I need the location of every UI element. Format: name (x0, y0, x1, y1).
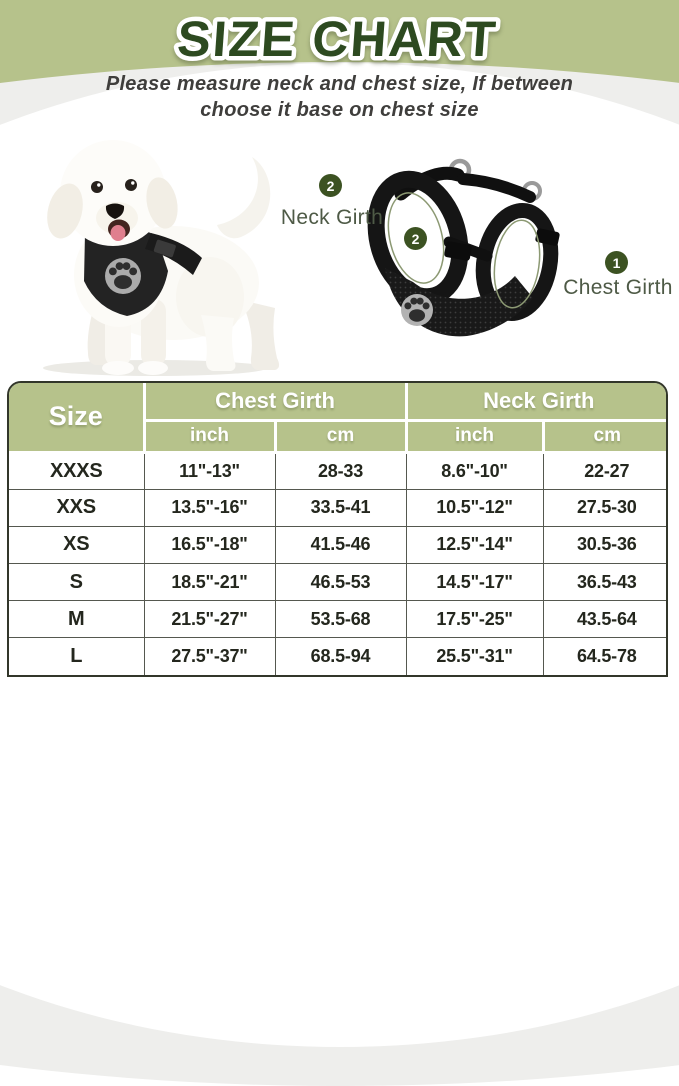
size-cell: XXXS (9, 452, 144, 489)
neck-girth-label: Neck Girth (280, 206, 384, 229)
dog-tongue (111, 225, 126, 241)
neck-inch-cell: 14.5"-17" (406, 563, 543, 600)
neck-cm-cell: 30.5-36 (543, 526, 668, 563)
col-header-chest-girth: Chest Girth (144, 383, 406, 420)
size-cell: L (9, 638, 144, 675)
chest-cm-cell: 28-33 (275, 452, 406, 489)
neck-inch-cell: 17.5"-25" (406, 601, 543, 638)
subtitle (0, 71, 679, 123)
chest-inch-cell: 18.5"-21" (144, 563, 275, 600)
neck-cm-cell: 22-27 (543, 452, 668, 489)
neck-inch-cell: 10.5"-12" (406, 489, 543, 526)
page-title: SIZE CHART (175, 11, 500, 67)
eye-glint (97, 183, 100, 186)
chest-cm-cell: 68.5-94 (275, 638, 406, 675)
page-title-art (0, 2, 679, 76)
subtitle-line-1: Please measure neck and chest size, If between (105, 73, 574, 95)
neck-cm-cell: 64.5-78 (543, 638, 668, 675)
col-header-neck-girth: Neck Girth (406, 383, 668, 420)
chest-inch-cell: 16.5"-18" (144, 526, 275, 563)
table-row (9, 489, 668, 526)
chest-cm-cell: 33.5-41 (275, 489, 406, 526)
chest-inch-cell: 21.5"-27" (144, 601, 275, 638)
chest-girth-badge: 1 (605, 251, 628, 274)
size-cell: M (9, 601, 144, 638)
chest-inch-cell: 11"-13" (144, 452, 275, 489)
chest-cm-cell: 53.5-68 (275, 601, 406, 638)
col-header-size: Size (9, 383, 144, 452)
size-cell: S (9, 563, 144, 600)
col-header-chest-inch: inch (144, 420, 275, 452)
dog-eye-left (91, 181, 103, 193)
dog-tail (217, 157, 270, 238)
neck-inch-cell: 25.5"-31" (406, 638, 543, 675)
harness-back-strap (463, 179, 530, 197)
neck-cm-cell: 27.5-30 (543, 489, 668, 526)
chest-cm-cell: 46.5-53 (275, 563, 406, 600)
size-cell: XXS (9, 489, 144, 526)
neck-girth-badge: 2 (319, 174, 342, 197)
paw-logo-icon (105, 258, 141, 294)
table-row (9, 638, 668, 675)
table-row (9, 601, 668, 638)
chest-inch-cell: 27.5"-37" (144, 638, 275, 675)
neck-inch-cell: 8.6"-10" (406, 452, 543, 489)
table-header-row-groups (9, 383, 668, 420)
col-header-neck-inch: inch (406, 420, 543, 452)
neck-cm-cell: 43.5-64 (543, 601, 668, 638)
neck-cm-cell: 36.5-43 (543, 563, 668, 600)
size-table (7, 381, 668, 677)
dog-near-hind-leg (201, 315, 235, 371)
table-row (9, 452, 668, 489)
eye-glint-2 (131, 181, 134, 184)
size-cell: XS (9, 526, 144, 563)
dog-eye-right (125, 179, 137, 191)
harness-neck-badge: 2 (404, 227, 427, 250)
dog-paw (102, 361, 134, 375)
chest-cm-cell: 41.5-46 (275, 526, 406, 563)
col-header-chest-cm: cm (275, 420, 406, 452)
paw-logo-icon-product (401, 294, 433, 326)
chest-girth-label: Chest Girth (563, 276, 673, 299)
col-header-neck-cm: cm (543, 420, 668, 452)
neck-inch-cell: 12.5"-14" (406, 526, 543, 563)
table-row (9, 526, 668, 563)
table-row (9, 563, 668, 600)
dog-paw-2 (138, 361, 168, 375)
harness-product-image (363, 150, 595, 360)
dog-wearing-harness-photo (5, 125, 290, 380)
chest-inch-cell: 13.5"-16" (144, 489, 275, 526)
subtitle-line-2: choose it base on chest size (200, 99, 479, 121)
